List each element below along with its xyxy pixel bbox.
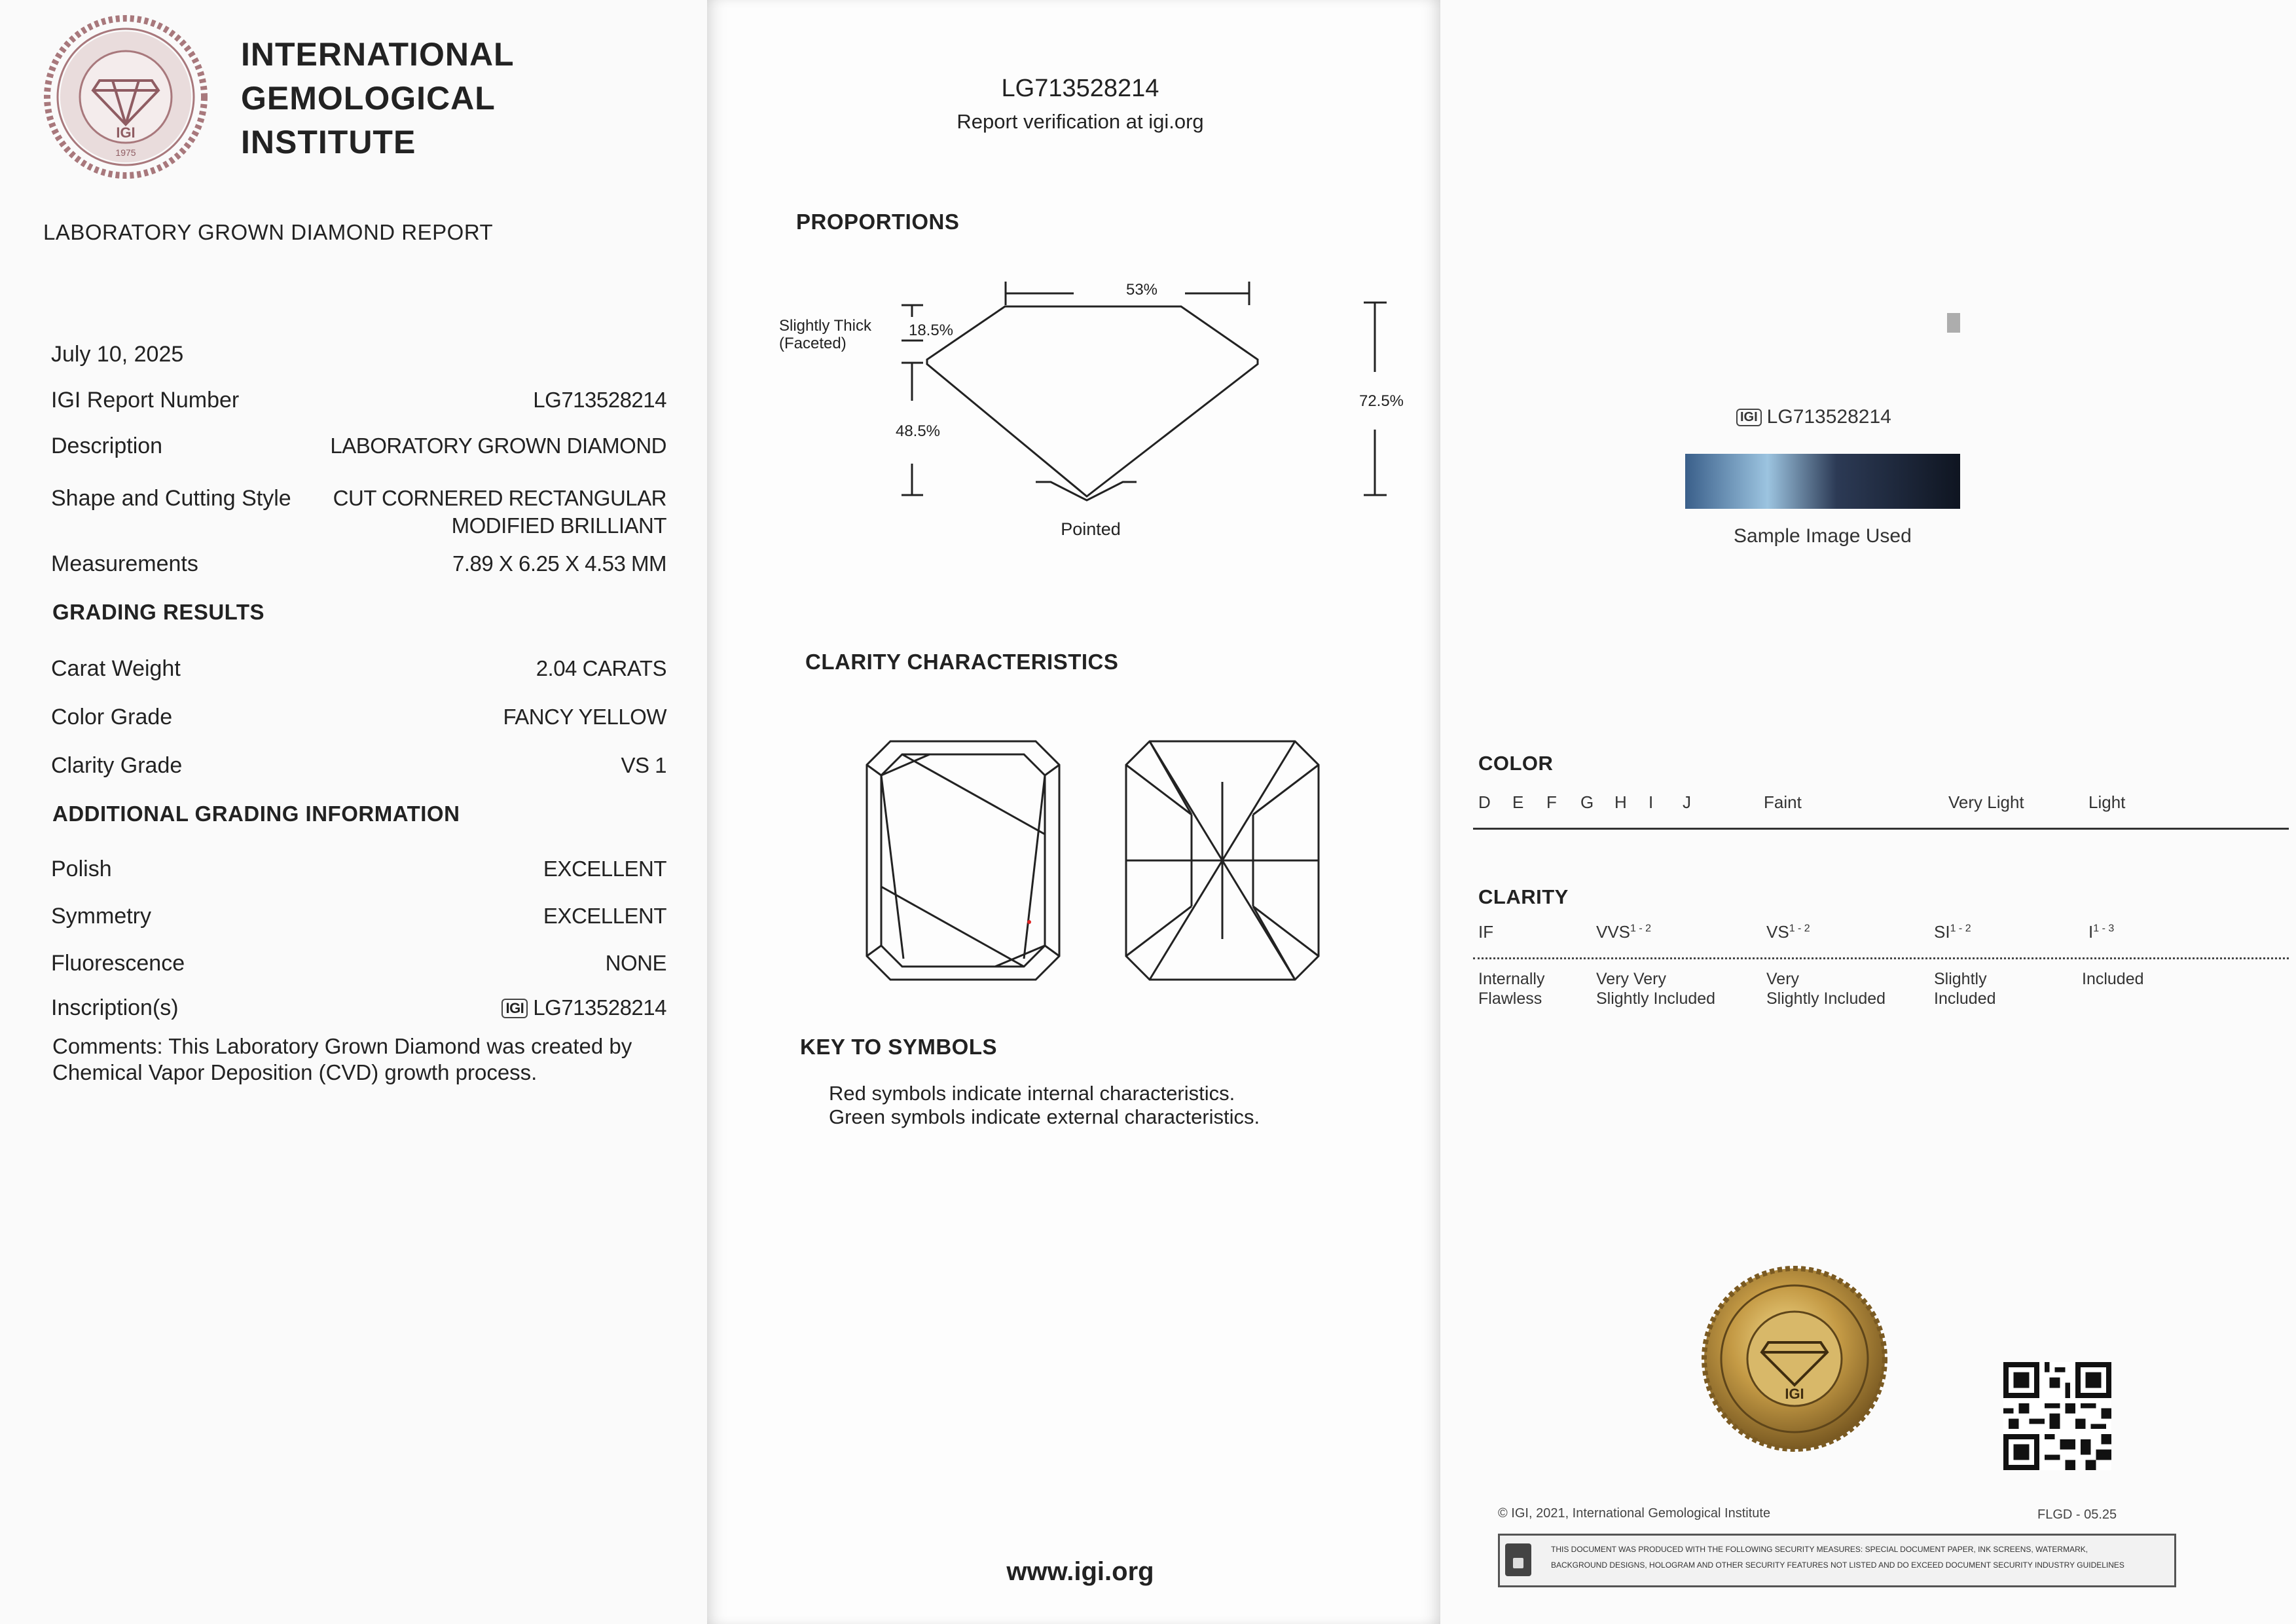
clarity-desc-vvs: Very Very Slightly Included — [1596, 970, 1716, 1008]
brand-title — [241, 33, 515, 164]
field-value: NONE — [605, 951, 666, 975]
seal-abbrev: IGI — [116, 124, 136, 141]
field-label: Measurements — [51, 551, 198, 576]
clarity-code-if: IF — [1478, 922, 1494, 942]
form-code: FLGD - 05.25 — [2037, 1507, 2117, 1522]
girdle-label-1: Slightly Thick — [779, 317, 871, 335]
grading-results-header: GRADING RESULTS — [52, 600, 265, 624]
crown-view-plot — [867, 741, 1059, 980]
report-title: LABORATORY GROWN DIAMOND REPORT — [43, 220, 494, 244]
field-label: Clarity Grade — [51, 753, 183, 778]
field-report-number — [51, 388, 666, 420]
field-label: Description — [51, 434, 163, 458]
color-grade-j: J — [1683, 792, 1691, 812]
clarity-code-vs: VS$^{1 - 2}$ — [1766, 922, 1810, 942]
field-value: CUT CORNERED RECTANGULAR — [333, 486, 666, 510]
field-label: Color Grade — [51, 705, 173, 729]
color-grade-d: D — [1478, 792, 1491, 812]
website-link[interactable]: www.igi.org — [1006, 1557, 1154, 1586]
brand-line-1: INTERNATIONAL — [241, 36, 515, 73]
field-value: FANCY YELLOW — [503, 705, 666, 729]
field-label: IGI Report Number — [51, 388, 240, 413]
field-value: 2.04 CARATS — [536, 656, 666, 680]
middle-report-number: LG713528214 — [1001, 75, 1159, 102]
key-to-symbols-title: KEY TO SYMBOLS — [800, 1035, 998, 1059]
sample-inscription-number: LG713528214 — [1766, 406, 1891, 428]
field-label: Carat Weight — [51, 656, 181, 681]
field-inscription — [51, 995, 666, 1028]
field-label: Symmetry — [51, 904, 151, 929]
clarity-plot-diagrams — [864, 736, 1388, 985]
field-label: Fluorescence — [51, 951, 185, 976]
proportions-title: PROPORTIONS — [796, 210, 960, 234]
crown-pct-label: 18.5% — [908, 322, 954, 339]
report-middle-panel — [707, 0, 1440, 1624]
clarity-desc-si: Slightly Included — [1934, 970, 1996, 1008]
brand-line-2: GEMOLOGICAL — [241, 80, 496, 117]
field-value — [501, 995, 666, 1020]
color-scale-title: COLOR — [1478, 752, 1554, 775]
field-carat — [51, 656, 666, 689]
culet-label: Pointed — [1061, 519, 1121, 539]
proportions-diagram — [707, 262, 1440, 550]
gold-seal-hologram — [1700, 1264, 1889, 1454]
field-color-grade — [51, 705, 666, 737]
girdle-label-2: (Faceted) — [779, 335, 847, 352]
security-line-1: THIS DOCUMENT WAS PRODUCED WITH THE FOLLOWING SECURITY MEASURES: SPECIAL DOCUMENT PAPER, INK SCREENS, WATERMARK, — [1551, 1545, 2088, 1554]
field-value: 7.89 X 6.25 X 4.53 MM — [452, 551, 666, 576]
comments: Comments: This Laboratory Grown Diamond was created by Chemical Vapor Deposition (CVD) growth process. — [52, 1034, 632, 1084]
field-description — [51, 434, 666, 466]
clarity-desc-vs: Very Slightly Included — [1766, 970, 1886, 1008]
field-value: EXCELLENT — [543, 904, 666, 928]
svg-text:IGI: IGI — [1785, 1386, 1804, 1402]
clarity-scale-descriptions — [1478, 969, 2290, 1022]
inclusion-mark — [1027, 920, 1031, 924]
field-symmetry — [51, 904, 666, 936]
qr-code[interactable] — [2003, 1362, 2111, 1470]
clarity-code-i: $I^{1 - 3}$ — [2088, 922, 2115, 942]
lock-icon — [1505, 1543, 1531, 1576]
clarity-desc-if: Internally Flawless — [1478, 970, 1545, 1008]
pavilion-pct-label: 48.5% — [895, 422, 941, 440]
field-value: EXCELLENT — [543, 857, 666, 881]
clarity-code-si: SI$^{1 - 2}$ — [1934, 922, 1971, 942]
report-right-panel — [1440, 0, 2296, 1624]
field-value: LG713528214 — [533, 388, 666, 412]
color-grade-f: F — [1546, 792, 1557, 812]
field-clarity-grade — [51, 753, 666, 786]
color-scale-grades — [1478, 792, 2290, 819]
field-polish — [51, 857, 666, 889]
field-label: Inscription(s) — [51, 995, 179, 1020]
field-value: LABORATORY GROWN DIAMOND — [330, 434, 666, 458]
pavilion-view-plot — [1126, 741, 1319, 980]
color-scale-line — [1473, 828, 2289, 830]
color-grade-e: E — [1512, 792, 1524, 812]
field-value: VS 1 — [621, 753, 666, 777]
clarity-scale-codes — [1478, 922, 2290, 948]
key-red-text: Red symbols indicate internal characteristics. — [829, 1082, 1235, 1105]
field-measurements — [51, 551, 666, 584]
brand-line-3: INSTITUTE — [241, 124, 416, 160]
sample-caption: Sample Image Used — [1734, 525, 1912, 547]
field-shape — [51, 486, 666, 545]
verification-text: Report verification at igi.org — [957, 110, 1204, 133]
igi-seal-logo — [41, 12, 211, 182]
clarity-code-vvs: VVS$^{1 - 2}$ — [1596, 922, 1652, 942]
color-grade-g: G — [1580, 792, 1594, 812]
clarity-scale-line — [1473, 957, 2289, 959]
additional-info-header: ADDITIONAL GRADING INFORMATION — [52, 802, 460, 826]
color-range-very-light: Very Light — [1948, 792, 2024, 812]
clarity-characteristics-title: CLARITY CHARACTERISTICS — [805, 650, 1119, 674]
color-range-light: Light — [2088, 792, 2126, 812]
igi-mini-logo-icon: IGI — [501, 999, 528, 1018]
field-label: Polish — [51, 857, 112, 881]
key-green-text: Green symbols indicate external characteristics. — [829, 1105, 1260, 1128]
table-pct-label: 53% — [1125, 281, 1158, 299]
report-left-panel — [0, 0, 707, 1624]
copyright-text: © IGI, 2021, International Gemological Institute — [1498, 1506, 1771, 1521]
security-line-2: BACKGROUND DESIGNS, HOLOGRAM AND OTHER SECURITY FEATURES NOT LISTED AND DO EXCEED DOCUMENT SECURITY INDUSTRY GUIDELINES — [1551, 1560, 2124, 1570]
field-value-line2: MODIFIED BRILLIANT — [451, 513, 666, 538]
security-notice-box — [1498, 1534, 2176, 1587]
color-grade-i: I — [1649, 792, 1654, 812]
report-date: July 10, 2025 — [51, 342, 184, 367]
color-range-faint: Faint — [1764, 792, 1802, 812]
color-grade-h: H — [1614, 792, 1627, 812]
clarity-desc-i: Included — [2082, 970, 2144, 988]
igi-mini-logo-icon: IGI — [1736, 409, 1762, 426]
field-label: Shape and Cutting Style — [51, 486, 291, 511]
field-fluorescence — [51, 951, 666, 984]
stone-profile — [927, 306, 1258, 496]
clarity-scale-title: CLARITY — [1478, 885, 1569, 908]
sample-image — [1685, 313, 1986, 516]
seal-year: 1975 — [115, 147, 136, 158]
sample-girdle-photo — [1685, 454, 1960, 509]
inscription-value: LG713528214 — [533, 995, 666, 1020]
depth-pct-label: 72.5% — [1358, 392, 1404, 410]
